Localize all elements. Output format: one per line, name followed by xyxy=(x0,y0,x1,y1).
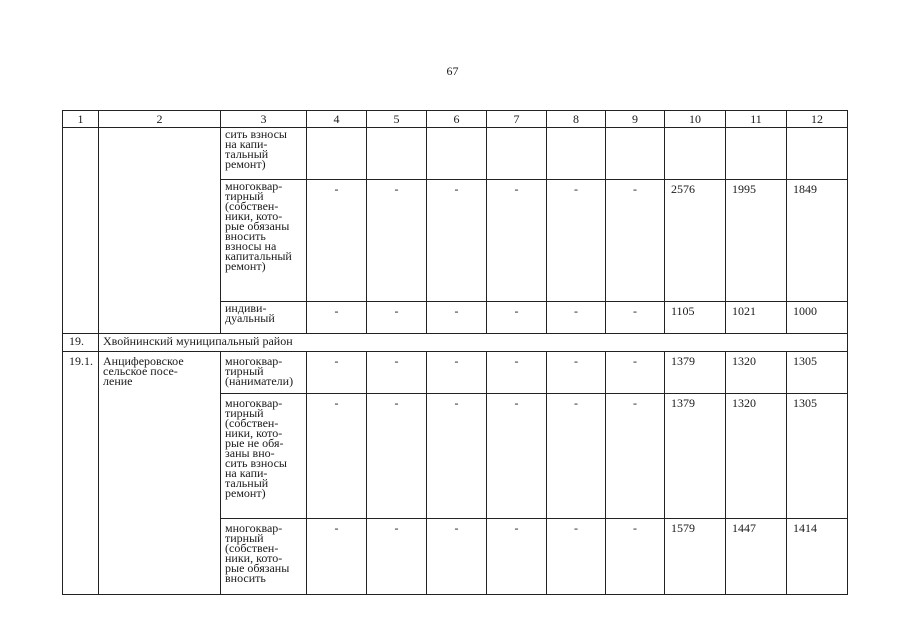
cell-empty xyxy=(427,128,487,180)
column-number: 5 xyxy=(367,111,427,128)
page-number: 67 xyxy=(446,64,459,78)
dash-cell: - xyxy=(367,180,427,302)
table-row xyxy=(63,128,848,180)
column-number: 9 xyxy=(606,111,665,128)
dash-cell: - xyxy=(367,352,427,394)
column-number: 3 xyxy=(221,111,307,128)
value-cell: 1379 xyxy=(665,352,726,394)
dash-cell: - xyxy=(307,352,367,394)
row-number: 19.1. xyxy=(63,352,99,595)
value-cell: 1414 xyxy=(787,519,848,595)
value-cell: 1579 xyxy=(665,519,726,595)
dash-cell: - xyxy=(487,394,547,519)
dash-cell: - xyxy=(307,302,367,334)
value-cell: 1447 xyxy=(726,519,787,595)
dash-cell: - xyxy=(487,180,547,302)
dash-cell: - xyxy=(547,180,606,302)
dash-cell: - xyxy=(367,519,427,595)
column-number: 1 xyxy=(63,111,99,128)
cell-empty xyxy=(606,128,665,180)
dash-cell: - xyxy=(427,519,487,595)
value-cell: 1849 xyxy=(787,180,848,302)
column-number: 8 xyxy=(547,111,606,128)
cell-empty xyxy=(367,128,427,180)
cell-empty xyxy=(665,128,726,180)
value-cell: 1305 xyxy=(787,394,848,519)
dash-cell: - xyxy=(547,519,606,595)
table-row xyxy=(63,352,848,394)
dash-cell: - xyxy=(367,302,427,334)
dash-cell: - xyxy=(606,302,665,334)
value-cell: 1320 xyxy=(726,352,787,394)
value-cell: 1320 xyxy=(726,394,787,519)
cell-empty xyxy=(63,128,99,334)
dash-cell: - xyxy=(487,302,547,334)
cell-empty xyxy=(547,128,606,180)
dash-cell: - xyxy=(547,394,606,519)
tariff-table xyxy=(62,110,848,595)
housing-type-cell: многоквар- тирный (собствен- ники, кото- рые обязаны вносить xyxy=(221,519,307,595)
dash-cell: - xyxy=(547,352,606,394)
housing-type-cell: индиви- дуальный xyxy=(221,302,307,334)
value-cell: 1000 xyxy=(787,302,848,334)
dash-cell: - xyxy=(606,180,665,302)
dash-cell: - xyxy=(427,394,487,519)
dash-cell: - xyxy=(427,180,487,302)
value-cell: 1379 xyxy=(665,394,726,519)
value-cell: 1105 xyxy=(665,302,726,334)
dash-cell: - xyxy=(307,394,367,519)
cell-empty xyxy=(726,128,787,180)
dash-cell: - xyxy=(547,302,606,334)
value-cell: 1995 xyxy=(726,180,787,302)
cell-empty xyxy=(787,128,848,180)
housing-type-cell: многоквар- тирный (собствен- ники, кото- рые обязаны вносить взносы на капитальный ремонт) xyxy=(221,180,307,302)
column-number-row xyxy=(63,111,848,128)
settlement-name: Анциферовское сельское посе- ление xyxy=(99,352,221,595)
column-number: 2 xyxy=(99,111,221,128)
column-number: 12 xyxy=(787,111,848,128)
value-cell: 1305 xyxy=(787,352,848,394)
column-number: 10 xyxy=(665,111,726,128)
column-number: 6 xyxy=(427,111,487,128)
dash-cell: - xyxy=(307,519,367,595)
section-row xyxy=(63,334,848,352)
section-number: 19. xyxy=(63,334,99,352)
dash-cell: - xyxy=(367,394,427,519)
housing-type-cell: многоквар- тирный (собствен- ники, кото- рые не обя- заны вно- сить взносы на капи- тальный ремонт) xyxy=(221,394,307,519)
section-title: Хвойнинский муниципальный район xyxy=(99,334,848,352)
cell-empty xyxy=(307,128,367,180)
dash-cell: - xyxy=(427,352,487,394)
dash-cell: - xyxy=(606,394,665,519)
dash-cell: - xyxy=(427,302,487,334)
column-number: 11 xyxy=(726,111,787,128)
dash-cell: - xyxy=(606,519,665,595)
value-cell: 2576 xyxy=(665,180,726,302)
value-cell: 1021 xyxy=(726,302,787,334)
housing-type-cell: сить взносы на капи- тальный ремонт) xyxy=(221,128,307,180)
dash-cell: - xyxy=(487,519,547,595)
cell-empty xyxy=(99,128,221,334)
dash-cell: - xyxy=(487,352,547,394)
column-number: 7 xyxy=(487,111,547,128)
housing-type-cell: многоквар- тирный (наниматели) xyxy=(221,352,307,394)
cell-empty xyxy=(487,128,547,180)
dash-cell: - xyxy=(307,180,367,302)
column-number: 4 xyxy=(307,111,367,128)
dash-cell: - xyxy=(606,352,665,394)
